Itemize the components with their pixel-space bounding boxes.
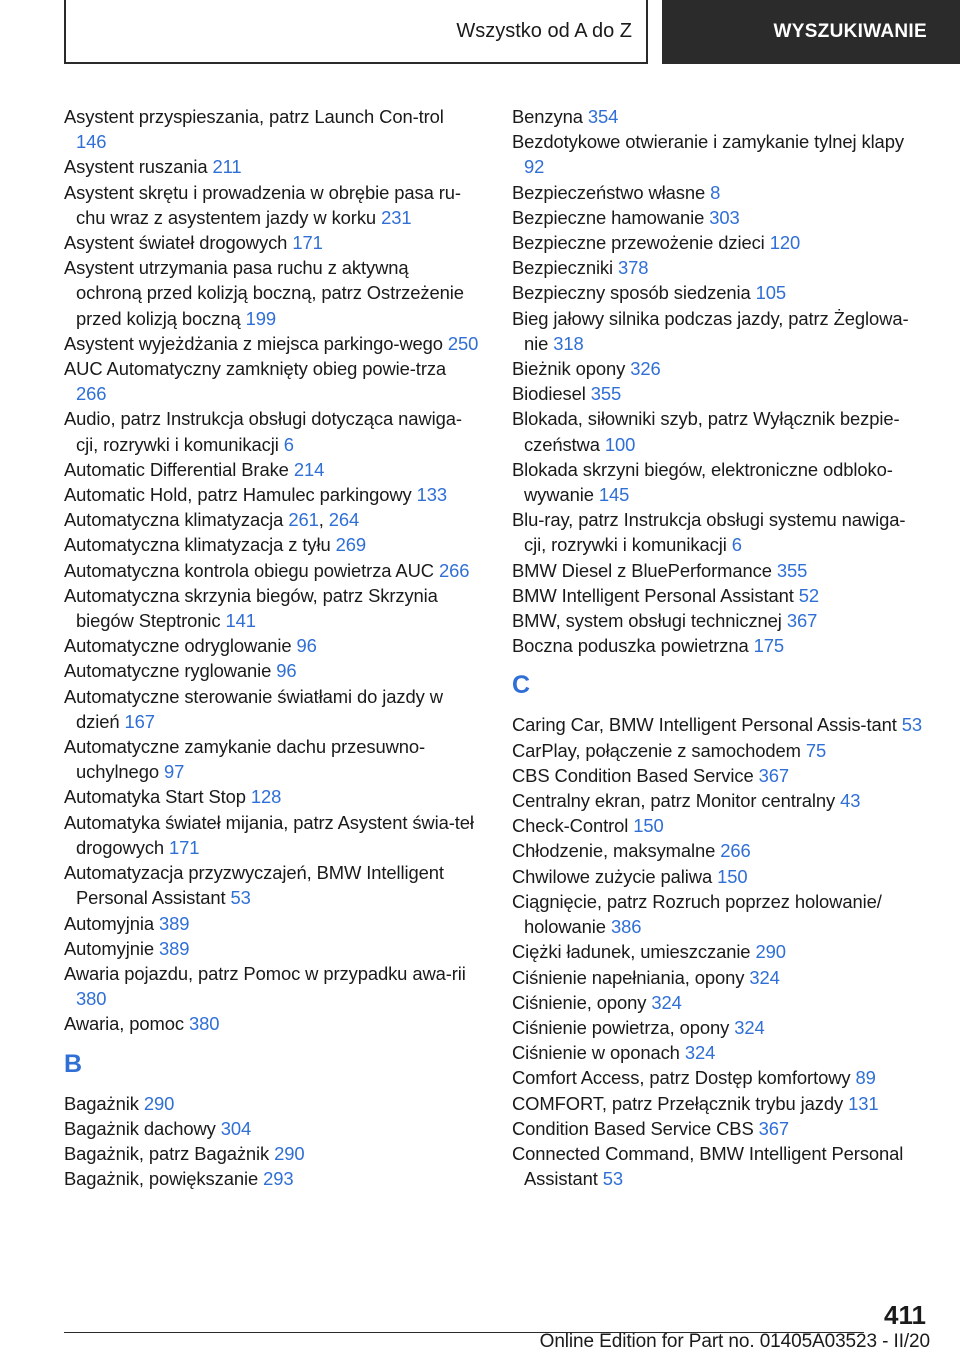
page-reference-link[interactable]: 324 bbox=[734, 1016, 765, 1038]
index-entry-term: Asystent utrzymania pasa ruchu z aktywną ochroną przed kolizją boczną, patrz Ostrzeżenie przed kolizją boczną bbox=[64, 257, 464, 329]
index-entry bbox=[512, 507, 927, 557]
page-reference-link[interactable]: 380 bbox=[189, 1013, 220, 1035]
index-entry bbox=[512, 205, 927, 230]
index-entry bbox=[512, 1116, 927, 1141]
page-reference-link[interactable]: 100 bbox=[604, 433, 636, 455]
page-reference-link[interactable]: 214 bbox=[293, 458, 325, 480]
page-reference-link[interactable]: 266 bbox=[438, 559, 470, 581]
page-reference-link[interactable]: 378 bbox=[618, 257, 649, 279]
index-entry bbox=[64, 961, 479, 1011]
index-entry-term: Automyjnie bbox=[64, 937, 159, 959]
index-entry bbox=[64, 104, 479, 154]
page-reference-link[interactable]: 318 bbox=[553, 332, 584, 354]
index-entry-term: Awaria, pomoc bbox=[64, 1013, 190, 1035]
index-entry-term: Check-Control bbox=[512, 815, 634, 837]
page-reference-link[interactable]: 146 bbox=[76, 131, 107, 153]
page-reference-link[interactable]: 303 bbox=[709, 206, 740, 228]
page-reference-link[interactable]: 120 bbox=[769, 232, 801, 254]
index-entry-term: BMW Diesel z BluePerformance bbox=[512, 559, 777, 581]
index-entry-term: CBS Condition Based Service bbox=[512, 764, 759, 786]
index-entry-term: Connected Command, BMW Intelligent Personal Assistant bbox=[512, 1142, 904, 1190]
index-column-left bbox=[64, 104, 479, 1191]
index-entry bbox=[64, 734, 479, 784]
index-entry bbox=[512, 558, 927, 583]
index-entry-term: Chwilowe zużycie paliwa bbox=[512, 865, 718, 887]
index-entry-term: Automatyzacja przyzwyczajeń, BMW Intelligent Personal Assistant bbox=[64, 862, 444, 909]
index-entry-term: Audio, patrz Instrukcja obsługi dotycząca nawiga‐cji, rozrywki i komunikacji bbox=[64, 408, 462, 455]
index-entry-term: Automatyczna kontrola obiegu powietrza AUC bbox=[64, 559, 439, 581]
index-entry bbox=[512, 788, 927, 813]
index-entry bbox=[512, 381, 927, 406]
page-reference-link[interactable]: 43 bbox=[840, 790, 861, 812]
page-reference-link[interactable]: 145 bbox=[598, 484, 630, 506]
page-reference-link[interactable]: 8 bbox=[710, 181, 721, 203]
page-reference-link[interactable]: 131 bbox=[848, 1092, 879, 1114]
index-entry-term: Bezpieczeństwo własne bbox=[512, 181, 711, 203]
index-entry bbox=[64, 180, 479, 230]
page-reference-link[interactable]: 231 bbox=[381, 206, 412, 228]
index-entry-term: Boczna poduszka powietrzna bbox=[512, 635, 754, 657]
index-entry bbox=[512, 712, 927, 737]
index-entry bbox=[512, 990, 927, 1015]
page-reference-link[interactable]: 367 bbox=[758, 764, 790, 786]
page-reference-link[interactable]: 367 bbox=[758, 1117, 790, 1139]
index-letter-heading: C bbox=[512, 671, 531, 700]
index-entry bbox=[64, 911, 479, 936]
index-entry bbox=[64, 154, 479, 179]
index-entry bbox=[512, 1015, 927, 1040]
index-entry bbox=[64, 331, 479, 356]
index-entry-term: Automatyczna skrzynia biegów, patrz Skrzynia biegów Steptronic bbox=[64, 584, 438, 632]
index-entry bbox=[512, 230, 927, 255]
index-entry-term: AUC Automatyczny zamknięty obieg powie‐trza bbox=[64, 358, 447, 380]
page-reference-link[interactable]: 53 bbox=[901, 714, 923, 736]
index-entry bbox=[64, 255, 479, 331]
index-entry bbox=[512, 939, 927, 964]
index-entry bbox=[64, 583, 479, 633]
index-entry-term: Bezpieczny sposób siedzenia bbox=[512, 282, 756, 304]
index-entry-term: Condition Based Service CBS bbox=[512, 1117, 759, 1139]
footer-edition-text: Online Edition for Part no. 01405A03523 - II/20 bbox=[539, 1331, 930, 1352]
section-title: Wszystko od A do Z bbox=[456, 19, 632, 42]
index-entry-term: Automyjnia bbox=[64, 912, 159, 934]
index-entry bbox=[512, 813, 927, 838]
index-entry-term: Bieg jałowy silnika podczas jazdy, patrz Żeglowa‐nie bbox=[512, 307, 909, 354]
index-entry-term: COMFORT, patrz Przełącznik trybu jazdy bbox=[512, 1092, 849, 1114]
page-reference-link[interactable]: 269 bbox=[335, 534, 367, 556]
index-entry bbox=[64, 532, 479, 557]
index-entry bbox=[512, 1141, 927, 1191]
page-reference-link[interactable]: 367 bbox=[786, 610, 818, 632]
page-reference-link[interactable]: 250 bbox=[447, 332, 479, 354]
index-entry bbox=[512, 864, 927, 889]
index-entry bbox=[512, 104, 927, 129]
index-entry bbox=[512, 583, 927, 608]
index-entry-term: Benzyna bbox=[512, 106, 588, 127]
index-entry-term: Automatyczne ryglowanie bbox=[64, 660, 277, 682]
index-entry-term: Bezpieczne hamowanie bbox=[512, 206, 710, 228]
index-entry-term: Automatyczne zamykanie dachu przesuwno‐uchylnego bbox=[64, 736, 426, 783]
page-reference-link[interactable]: 75 bbox=[805, 739, 827, 761]
index-entry-term: Bezdotykowe otwieranie i zamykanie tylnej klapy bbox=[512, 131, 904, 153]
index-entry bbox=[512, 356, 927, 381]
index-entry bbox=[64, 558, 479, 583]
page-reference-link[interactable]: 52 bbox=[798, 584, 820, 606]
index-entry bbox=[512, 1091, 927, 1116]
index-entry bbox=[512, 457, 927, 507]
index-entry bbox=[512, 763, 927, 788]
page-reference-link[interactable]: 89 bbox=[855, 1067, 876, 1089]
section-header bbox=[64, 0, 648, 64]
index-entry-term: Blu-ray, patrz Instrukcja obsługi systemu nawiga‐cji, rozrywki i komunikacji bbox=[512, 509, 906, 556]
index-entry-term: Automatyka Start Stop bbox=[64, 786, 251, 808]
page-reference-link[interactable]: 355 bbox=[590, 383, 622, 405]
index-entry bbox=[64, 1141, 479, 1166]
index-entry bbox=[512, 965, 927, 990]
index-entry-term: Biodiesel bbox=[512, 383, 591, 405]
index-entry-term: Centralny ekran, patrz Monitor centralny bbox=[512, 790, 841, 812]
page-reference-link[interactable]: 199 bbox=[245, 307, 277, 329]
index-entry bbox=[512, 306, 927, 356]
index-entry bbox=[512, 738, 927, 763]
page-reference-link[interactable]: 92 bbox=[524, 156, 545, 178]
index-entry bbox=[512, 406, 927, 456]
search-tab-label: WYSZUKIWANIE bbox=[773, 21, 927, 42]
page-reference-link[interactable]: 324 bbox=[684, 1042, 716, 1064]
page-reference-link[interactable]: 354 bbox=[587, 106, 619, 127]
index-entry-term: Asystent skrętu i prowadzenia w obrębie pasa ru‐chu wraz z asystentem jazdy w korku bbox=[64, 181, 461, 228]
page-reference-link[interactable]: 304 bbox=[220, 1117, 252, 1139]
page-number: 411 bbox=[884, 1300, 926, 1330]
index-entry bbox=[64, 860, 479, 910]
index-entry bbox=[512, 838, 927, 863]
index-entry-term: BMW, system obsługi technicznej bbox=[512, 610, 787, 632]
index-entry-term: Bezpieczniki bbox=[512, 257, 619, 279]
page-reference-link[interactable]: 171 bbox=[292, 232, 323, 254]
index-entry bbox=[512, 280, 927, 305]
index-entry-term: Blokada, siłowniki szyb, patrz Wyłącznik bezpie‐czeństwa bbox=[512, 408, 900, 455]
page-reference-link[interactable]: 386 bbox=[610, 916, 642, 938]
index-entry bbox=[64, 684, 479, 734]
index-entry bbox=[512, 1040, 927, 1065]
index-entry-term: CarPlay, połączenie z samochodem bbox=[512, 739, 806, 761]
page-reference-link[interactable]: 105 bbox=[755, 282, 786, 304]
index-entry-term: Comfort Access, patrz Dostęp komfortowy bbox=[512, 1067, 856, 1089]
page-reference-link[interactable]: 53 bbox=[602, 1168, 623, 1190]
page-reference-link[interactable]: 290 bbox=[755, 941, 786, 963]
index-column-right bbox=[512, 104, 927, 1191]
page-reference-link[interactable]: 150 bbox=[633, 815, 664, 837]
page-reference-link[interactable]: 326 bbox=[630, 358, 661, 380]
index-entry bbox=[64, 1011, 479, 1036]
page-reference-link[interactable]: 389 bbox=[158, 912, 190, 934]
index-entry bbox=[512, 180, 927, 205]
index-entry bbox=[64, 810, 479, 860]
page-reference-link[interactable]: 6 bbox=[283, 433, 294, 455]
index-entry-term: Blokada skrzyni biegów, elektroniczne odbloko‐wywanie bbox=[512, 458, 893, 506]
page-reference-link[interactable]: 171 bbox=[169, 836, 200, 858]
index-entry-term: Bagażnik dachowy bbox=[64, 1117, 221, 1139]
index-entry-term: Ciśnienie w oponach bbox=[512, 1042, 685, 1064]
index-entry bbox=[64, 482, 479, 507]
index-entry-term: Asystent ruszania bbox=[64, 156, 213, 178]
page-reference-link[interactable]: 96 bbox=[296, 635, 317, 657]
index-entry bbox=[512, 608, 927, 633]
index-entry bbox=[64, 658, 479, 683]
index-entry-term: Awaria pojazdu, patrz Pomoc w przypadku awa‐rii bbox=[64, 962, 466, 984]
index-entry bbox=[512, 889, 927, 939]
index-entry bbox=[64, 1116, 479, 1141]
page-reference-link[interactable]: 324 bbox=[651, 991, 682, 1013]
index-entry-term: Automatyczne odryglowanie bbox=[64, 635, 297, 657]
page-reference-link[interactable]: 96 bbox=[276, 660, 297, 682]
page-reference-link[interactable]: 167 bbox=[124, 710, 155, 732]
index-entry-term: Automatyczna klimatyzacja z tyłu bbox=[64, 534, 336, 556]
index-entry-term: Bagażnik, patrz Bagażnik bbox=[64, 1142, 275, 1164]
index-entry-term: Bezpieczne przewożenie dzieci bbox=[512, 232, 770, 254]
index-entry-term: Chłodzenie, maksymalne bbox=[512, 840, 721, 862]
index-entry bbox=[64, 457, 479, 482]
page-reference-link[interactable]: 380 bbox=[76, 988, 107, 1010]
page-reference-link[interactable]: 264 bbox=[328, 509, 360, 531]
index-entry-term: Ciśnienie, opony bbox=[512, 991, 652, 1013]
page-reference-link[interactable]: 150 bbox=[717, 865, 748, 887]
index-entry-term: Bagażnik, powiększanie bbox=[64, 1168, 264, 1190]
index-entry bbox=[512, 633, 927, 658]
index-entry-term: Bieżnik opony bbox=[512, 358, 631, 380]
index-entry-term: Asystent przyspieszania, patrz Launch Con‐trol bbox=[64, 106, 444, 127]
page-reference-link[interactable]: 97 bbox=[163, 761, 185, 783]
search-tab[interactable] bbox=[662, 0, 960, 64]
page-reference-link[interactable]: 175 bbox=[753, 635, 785, 657]
page-reference-link[interactable]: 355 bbox=[776, 559, 808, 581]
page-reference-link[interactable]: 389 bbox=[158, 937, 190, 959]
index-entry-term: Ciężki ładunek, umieszczanie bbox=[512, 941, 756, 963]
index-entry-term: Automatyczna klimatyzacja bbox=[64, 509, 289, 531]
page-reference-link[interactable]: 6 bbox=[731, 534, 742, 556]
index-entry bbox=[64, 356, 479, 406]
index-entry bbox=[64, 1166, 479, 1191]
index-entry-term: Bagażnik bbox=[64, 1092, 144, 1114]
page-reference-link[interactable]: 266 bbox=[720, 840, 751, 862]
index-entry bbox=[64, 784, 479, 809]
index-entry-term: Ciągnięcie, patrz Rozruch poprzez holowanie/ holowanie bbox=[512, 890, 882, 938]
page-reference-link[interactable]: 293 bbox=[263, 1168, 294, 1190]
index-entry-term: Automatic Differential Brake bbox=[64, 458, 294, 480]
index-entry bbox=[512, 129, 927, 179]
index-entry-term: BMW Intelligent Personal Assistant bbox=[512, 584, 799, 606]
index-entry-term: Asystent wyjeżdżania z miejsca parkingo‐wego bbox=[64, 332, 448, 354]
index-entry-term: Automatyczne sterowanie światłami do jazdy w dzień bbox=[64, 685, 443, 732]
index-entry-term: Ciśnienie napełniania, opony bbox=[512, 966, 750, 988]
index-entry bbox=[512, 255, 927, 280]
index-entry bbox=[512, 1065, 927, 1090]
page-reference-link[interactable]: 211 bbox=[212, 156, 242, 178]
index-entry: Automatyczna klimatyzacja 261, 264 bbox=[64, 509, 360, 531]
index-entry-term: Automatyka świateł mijania, patrz Asystent świa‐teł drogowych bbox=[64, 811, 474, 858]
page-reference-link[interactable]: 128 bbox=[250, 786, 282, 808]
index-entry-term: Ciśnienie powietrza, opony bbox=[512, 1016, 735, 1038]
page-reference-link[interactable]: 290 bbox=[143, 1092, 175, 1114]
index-letter-heading: B bbox=[64, 1049, 83, 1078]
index-entry bbox=[64, 230, 479, 255]
index-entry bbox=[64, 936, 479, 961]
page-reference-link[interactable]: 141 bbox=[225, 610, 256, 632]
page-reference-link[interactable]: 53 bbox=[230, 887, 251, 909]
page-reference-link[interactable]: 290 bbox=[274, 1142, 305, 1164]
index-entry bbox=[64, 1091, 479, 1116]
index-entry-term: Asystent świateł drogowych bbox=[64, 232, 293, 254]
page-reference-link[interactable]: 133 bbox=[416, 484, 448, 506]
page-reference-link[interactable]: 261 bbox=[288, 509, 319, 531]
index-entry-term: Automatic Hold, patrz Hamulec parkingowy bbox=[64, 484, 417, 506]
page-reference-link[interactable]: 324 bbox=[749, 966, 780, 988]
page-reference-link[interactable]: 266 bbox=[76, 383, 107, 405]
index-entry bbox=[64, 406, 479, 456]
index-entry bbox=[64, 633, 479, 658]
index-entry-term: Caring Car, BMW Intelligent Personal Assis‐tant bbox=[512, 714, 902, 736]
